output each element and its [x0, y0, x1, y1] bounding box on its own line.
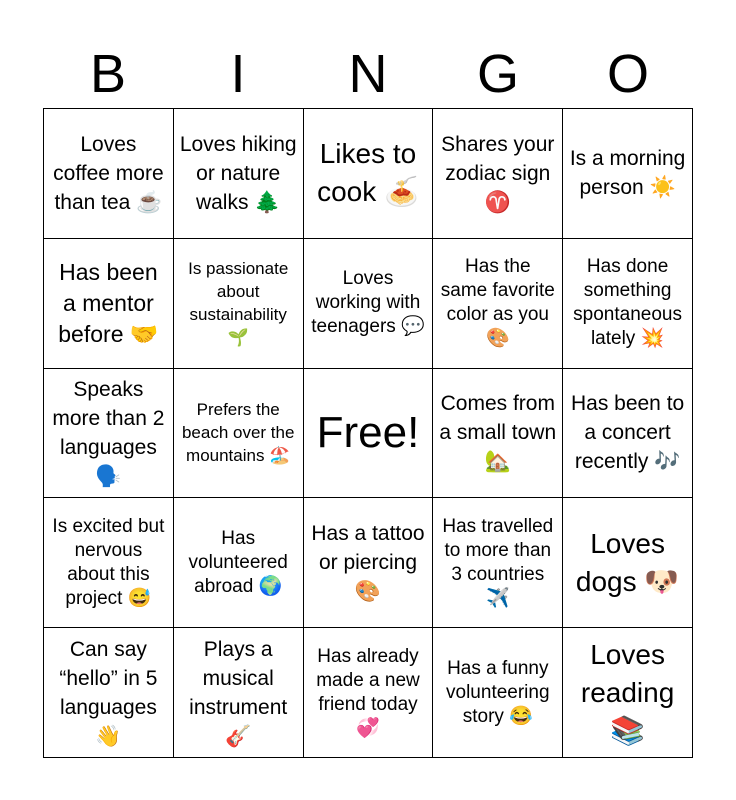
bingo-cell[interactable]: [174, 369, 304, 499]
cell-text: Comes from a small town 🏡: [439, 392, 557, 474]
cell-text: Has a funny volunteering story 😂: [446, 657, 550, 727]
cell-text: Likes to cook 🍝: [317, 138, 419, 208]
cell-text: Has been to a concert recently 🎶: [570, 392, 685, 474]
bingo-cell[interactable]: [563, 628, 693, 758]
cell-text: Is excited but nervous about this project 😅: [52, 515, 165, 609]
cell-text: Prefers the beach over the mountains 🏖️: [181, 400, 295, 466]
header-letter-b: B: [89, 44, 127, 104]
bingo-cell[interactable]: [563, 109, 693, 239]
cell-text: Speaks more than 2 languages 🗣️: [52, 377, 165, 488]
bingo-cell[interactable]: [433, 498, 563, 628]
cell-text: Has already made a new friend today 💞: [316, 645, 420, 739]
bingo-cell[interactable]: [433, 239, 563, 369]
cell-text: Can say “hello” in 5 languages 👋: [59, 637, 158, 748]
cell-text: Loves working with teenagers 💬: [311, 268, 425, 338]
cell-text: Is passionate about sustainability 🌱: [188, 259, 289, 348]
cell-text: Loves reading 📚: [580, 638, 675, 746]
cell-text: Has a tattoo or piercing 🎨: [311, 522, 425, 604]
bingo-cell[interactable]: [304, 498, 434, 628]
cell-text: Loves dogs 🐶: [575, 527, 680, 597]
cell-text: Loves hiking or nature walks 🌲: [179, 132, 297, 214]
bingo-cell[interactable]: [563, 498, 693, 628]
bingo-cell[interactable]: [44, 239, 174, 369]
bingo-cell[interactable]: [174, 498, 304, 628]
cell-text: Has done something spontaneous lately 💥: [573, 256, 682, 350]
header-letter-g: G: [476, 44, 519, 104]
bingo-cell[interactable]: [433, 109, 563, 239]
bingo-grid: [43, 108, 693, 758]
bingo-cell[interactable]: [433, 628, 563, 758]
cell-text: Has the same favorite color as you 🎨: [440, 256, 555, 350]
bingo-header: [43, 40, 693, 108]
cell-text: Has travelled to more than 3 countries ✈️: [442, 515, 554, 609]
bingo-cell[interactable]: [563, 239, 693, 369]
cell-text: Is a morning person ☀️: [569, 147, 686, 200]
header-letter-n: N: [348, 44, 388, 104]
bingo-cell[interactable]: [44, 628, 174, 758]
bingo-cell[interactable]: [174, 239, 304, 369]
bingo-cell[interactable]: [44, 109, 174, 239]
header-letter-i: I: [230, 44, 246, 104]
cell-text: Plays a musical instrument 🎸: [189, 637, 288, 748]
bingo-cell[interactable]: [304, 109, 434, 239]
bingo-cell[interactable]: [433, 369, 563, 499]
cell-text: Has volunteered abroad 🌍: [188, 527, 288, 597]
bingo-cell[interactable]: [174, 109, 304, 239]
cell-text: Has been a mentor before 🤝: [58, 258, 159, 347]
bingo-cell[interactable]: [44, 369, 174, 499]
bingo-cell[interactable]: [563, 369, 693, 499]
cell-text: Loves coffee more than tea ☕: [53, 132, 164, 214]
cell-text: Shares your zodiac sign ♈: [441, 132, 555, 214]
bingo-cell[interactable]: [44, 498, 174, 628]
bingo-cell[interactable]: [304, 239, 434, 369]
cell-text: Free!: [316, 407, 420, 457]
header-letter-o: O: [606, 44, 649, 104]
bingo-cell-free[interactable]: [304, 369, 434, 499]
bingo-cell[interactable]: [174, 628, 304, 758]
bingo-cell[interactable]: [304, 628, 434, 758]
